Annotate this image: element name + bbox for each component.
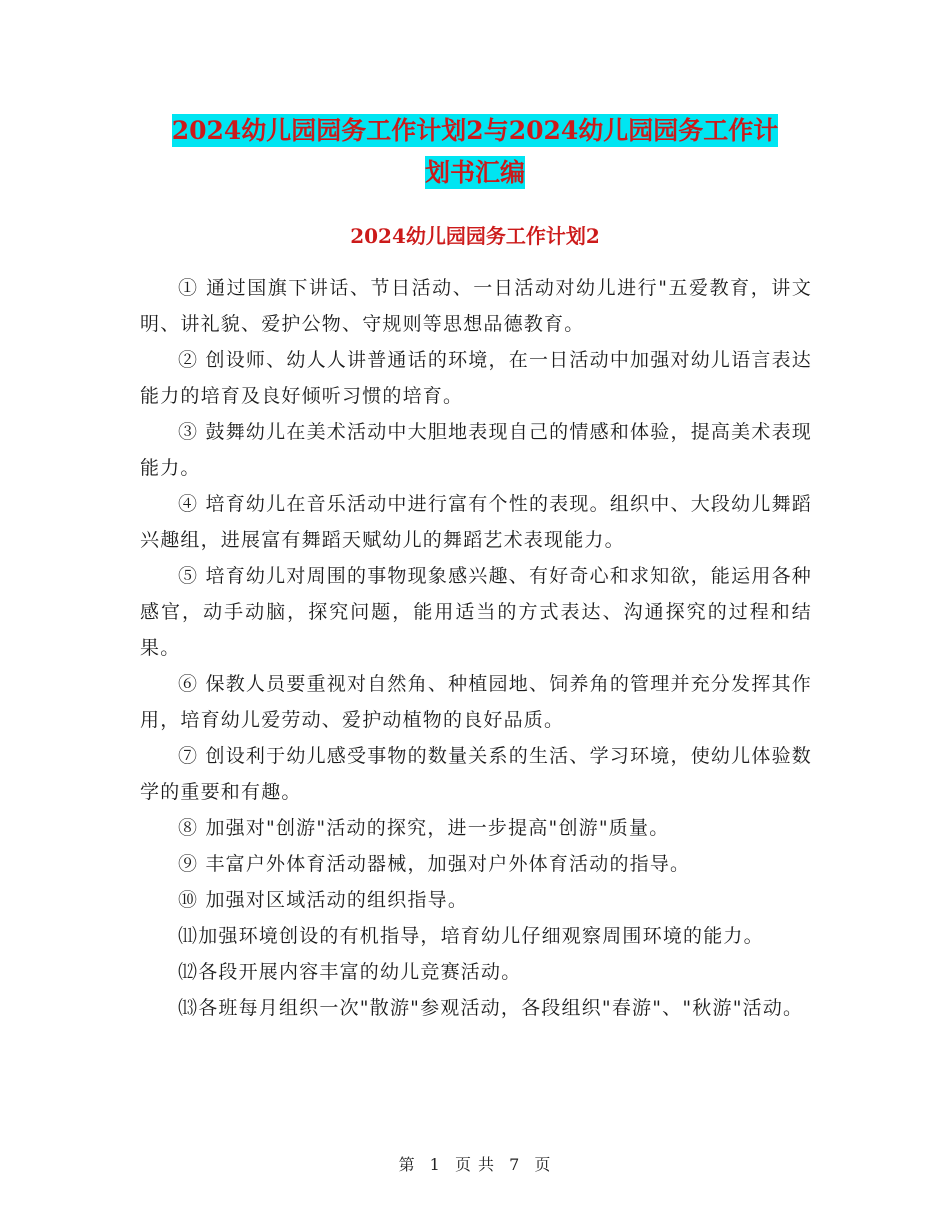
title-highlight: 2024幼儿园园务工作计划2与2024幼儿园园务工作计 <box>171 116 779 145</box>
document-title-line-1 <box>140 110 810 152</box>
paragraph-9: ⑨ 丰富户外体育活动器械，加强对户外体育活动的指导。 <box>178 853 691 875</box>
paragraph-6: ⑥ 保教人员要重视对自然角、种植园地、饲养角的管理并充分发挥其作用，培育幼儿爱劳动、爱护动植物的良好品质。 <box>140 673 812 731</box>
paragraph-13: ⒀各班每月组织一次"散游"参观活动，各段组织"春游"、"秋游"活动。 <box>178 997 804 1019</box>
footer-prefix: 第 <box>398 1155 416 1174</box>
footer-middle: 页 共 <box>454 1155 496 1174</box>
paragraph-2: ② 创设师、幼人人讲普通话的环境，在一日活动中加强对幼儿语言表达能力的培育及良好倾听习惯的培育。 <box>140 349 812 407</box>
document-body <box>140 270 812 1026</box>
footer-page-number: 1 <box>429 1155 441 1174</box>
paragraph-8: ⑧ 加强对"创游"活动的探究，进一步提高"创游"质量。 <box>178 817 670 839</box>
page-footer <box>0 1152 950 1175</box>
paragraph-10: ⑩ 加强对区域活动的组织指导。 <box>178 889 469 911</box>
footer-suffix: 页 <box>534 1155 552 1174</box>
section-title: 2024幼儿园园务工作计划2 <box>350 224 600 248</box>
title-highlight: 划书汇编 <box>424 158 525 187</box>
paragraph-7: ⑦ 创设利于幼儿感受事物的数量关系的生活、学习环境，使幼儿体验数学的重要和有趣。 <box>140 745 812 803</box>
paragraph-12: ⑿各段开展内容丰富的幼儿竞赛活动。 <box>178 961 522 983</box>
paragraph-1: ① 通过国旗下讲话、节日活动、一日活动对幼儿进行"五爱教育，讲文明、讲礼貌、爱护公物、守规则等思想品德教育。 <box>140 277 812 335</box>
paragraph-11: ⑾加强环境创设的有机指导，培育幼儿仔细观察周围环境的能力。 <box>178 925 764 947</box>
paragraph-3: ③ 鼓舞幼儿在美术活动中大胆地表现自己的情感和体验，提高美术表现能力。 <box>140 421 812 479</box>
document-title-line-2 <box>140 152 810 194</box>
paragraph-5: ⑤ 培育幼儿对周围的事物现象感兴趣、有好奇心和求知欲，能运用各种感官，动手动脑，探究问题，能用适当的方式表达、沟通探究的过程和结果。 <box>140 565 812 659</box>
footer-total-pages: 7 <box>509 1155 521 1174</box>
paragraph-4: ④ 培育幼儿在音乐活动中进行富有个性的表现。组织中、大段幼儿舞蹈兴趣组，进展富有舞蹈天赋幼儿的舞蹈艺术表现能力。 <box>140 493 812 551</box>
